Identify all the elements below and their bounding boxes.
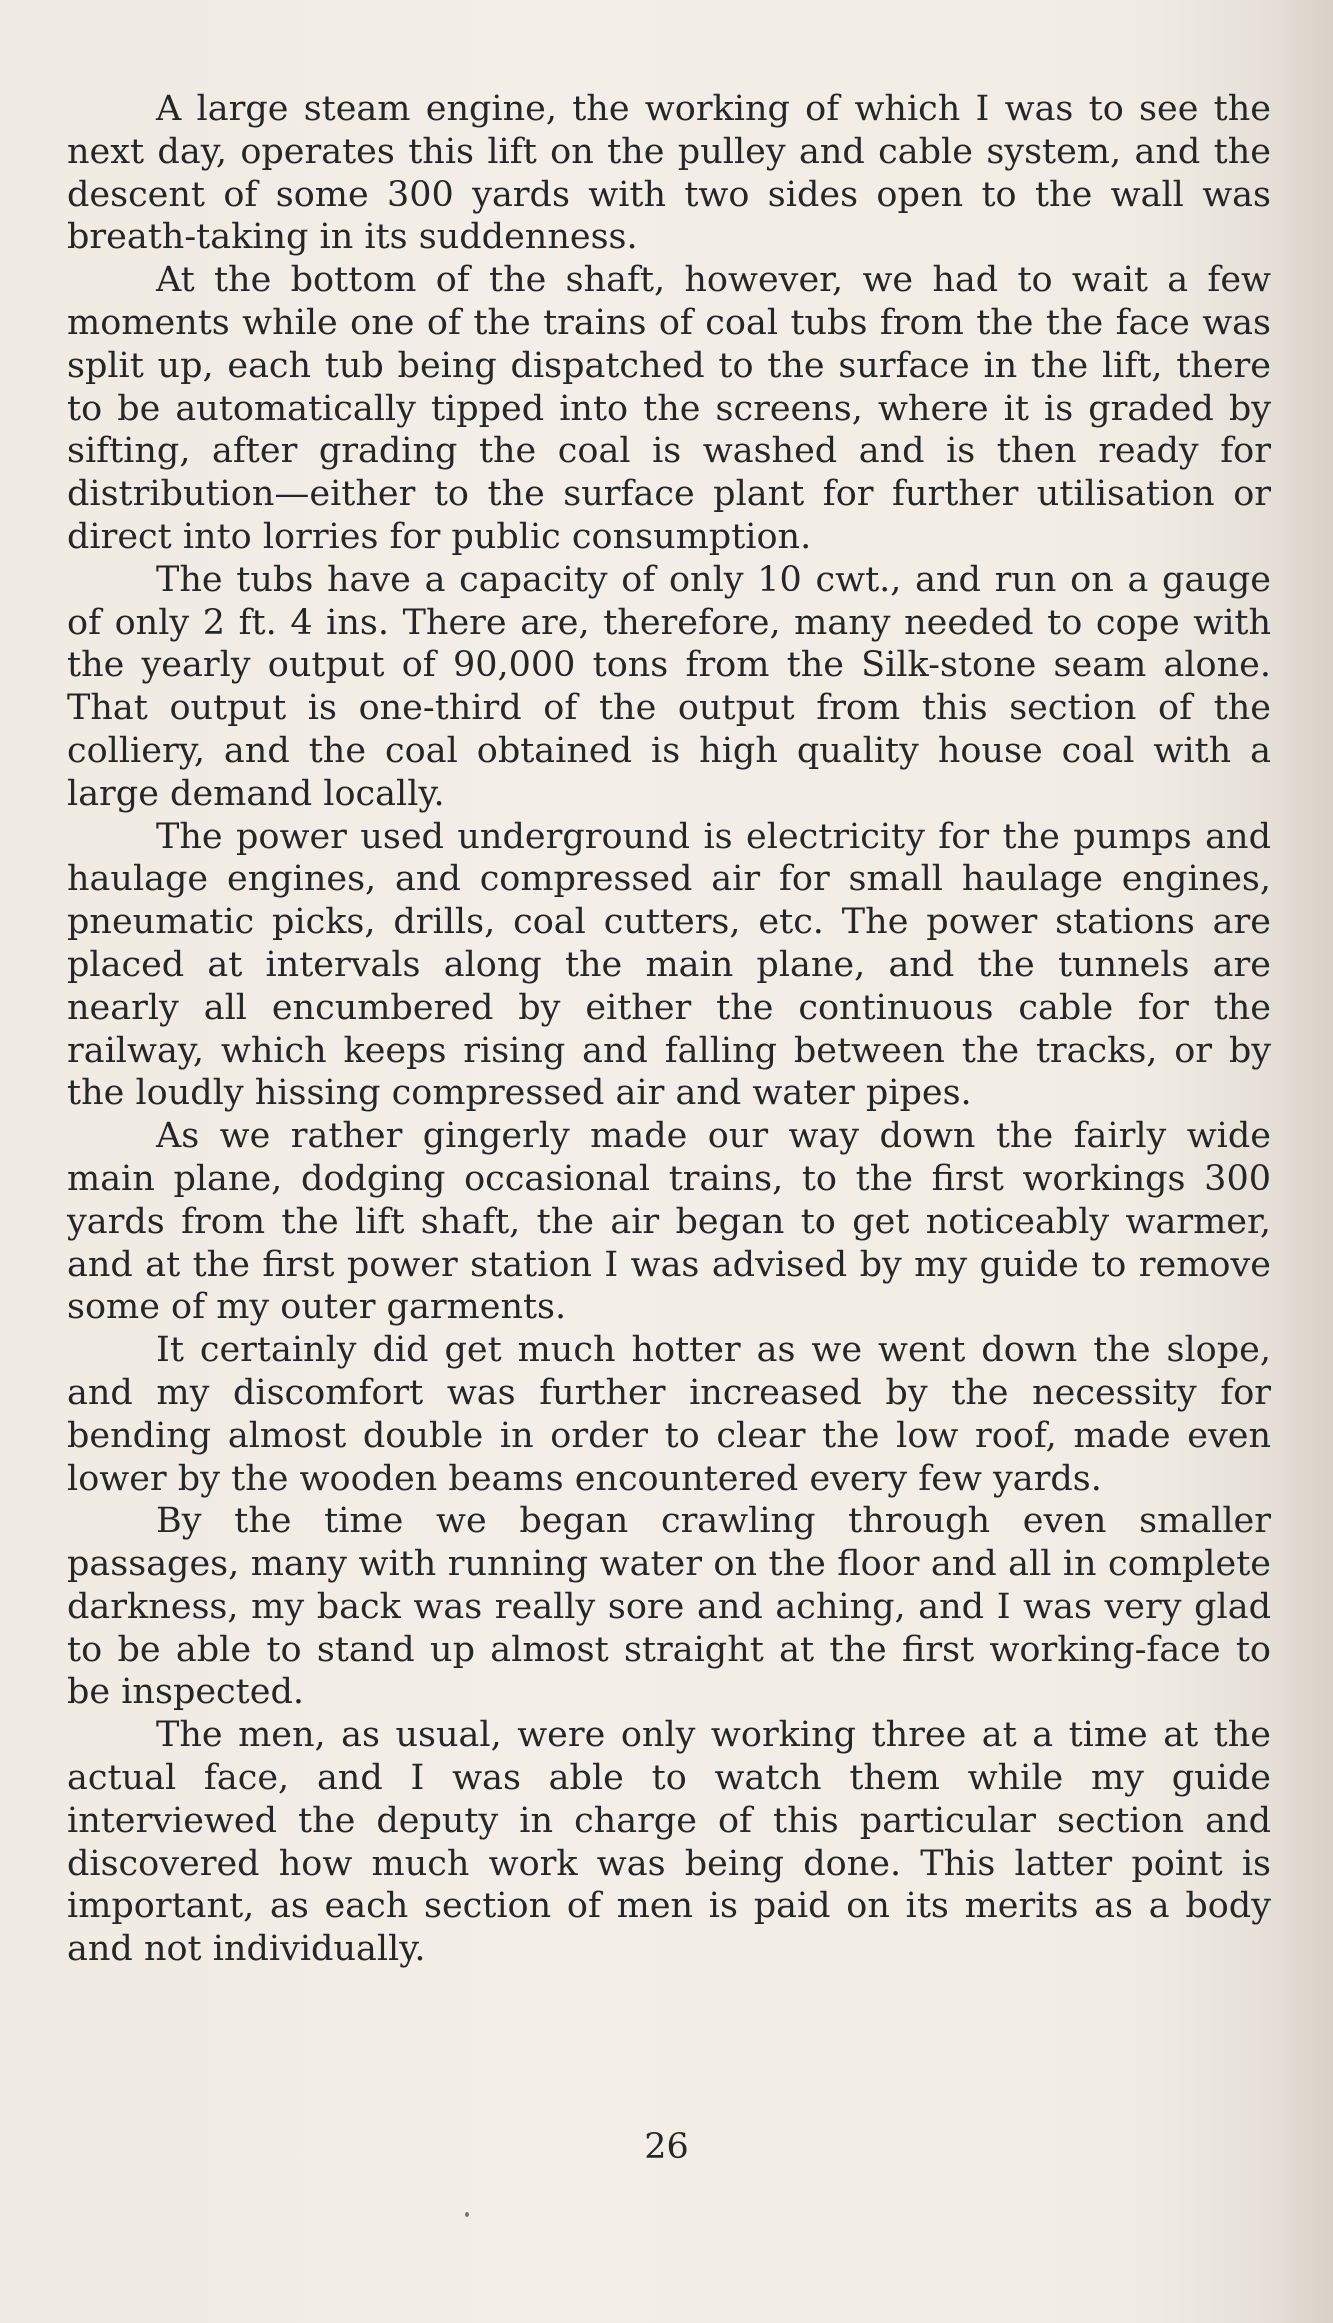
paragraph-8: The men, as usual, were only working three at a time at the actual face, and I was able to watch them while my guide interviewed the deputy in charge of this particular section and discovered how much work was being done. This latter point is important, as each section of men is paid on its merits as a body and not individually.	[67, 1715, 1271, 1970]
paragraph-2: At the bottom of the shaft, however, we had to wait a few moments while one of the trains of coal tubs from the the face was split up, each tub being dispatched to the surface in the lift, there to be automatically tipped into the screens, where it is graded by sifting, after grading the coal is washed and is then ready for distribution—either to the surface plant for further utilisation or direct into lorries for public consumption.	[67, 260, 1271, 557]
paragraph-1: A large steam engine, the working of which I was to see the next day, operates this lift on the pulley and cable system, and the descent of some 300 yards with two sides open to the wall was breath-taking in its suddenness.	[67, 89, 1271, 258]
paragraph-4: The power used underground is electricity for the pumps and haulage engines, and compressed air for small haulage engines, pneumatic picks, drills, coal cutters, etc. The power stations are placed at intervals along the main plane, and the tunnels are nearly all encumbered by either the continuous cable for the railway, which keeps rising and falling between the tracks, or by the loudly hissing compressed air and water pipes.	[67, 816, 1271, 1114]
body-text	[67, 88, 1271, 1971]
paragraph-5: As we rather gingerly made our way down the fairly wide main plane, dodging occasional trains, to the first workings 300 yards from the lift shaft, the air began to get noticeably warmer, and at the first power station I was advised by my guide to remove some of my outer garments.	[67, 1116, 1271, 1328]
paragraph-6: It certainly did get much hotter as we went down the slope, and my discomfort was further increased by the necessity for bending almost double in order to clear the low roof, made even lower by the wooden beams encountered every few yards.	[67, 1330, 1271, 1499]
paragraph-3: The tubs have a capacity of only 10 cwt., and run on a gauge of only 2 ft. 4 ins. There are, therefore, many needed to cope with the yearly output of 90,000 tons from the Silk-stone seam alone. That output is one-third of the output from this section of the colliery, and the coal obtained is high quality house coal with a large demand locally.	[67, 559, 1271, 814]
paragraph-7: By the time we began crawling through even smaller passages, many with running water on the floor and all in complete darkness, my back was really sore and aching, and I was very glad to be able to stand up almost straight at the first working-face to be inspected.	[67, 1501, 1271, 1713]
paper-speck	[465, 2212, 469, 2217]
page-number: 26	[644, 2127, 689, 2167]
